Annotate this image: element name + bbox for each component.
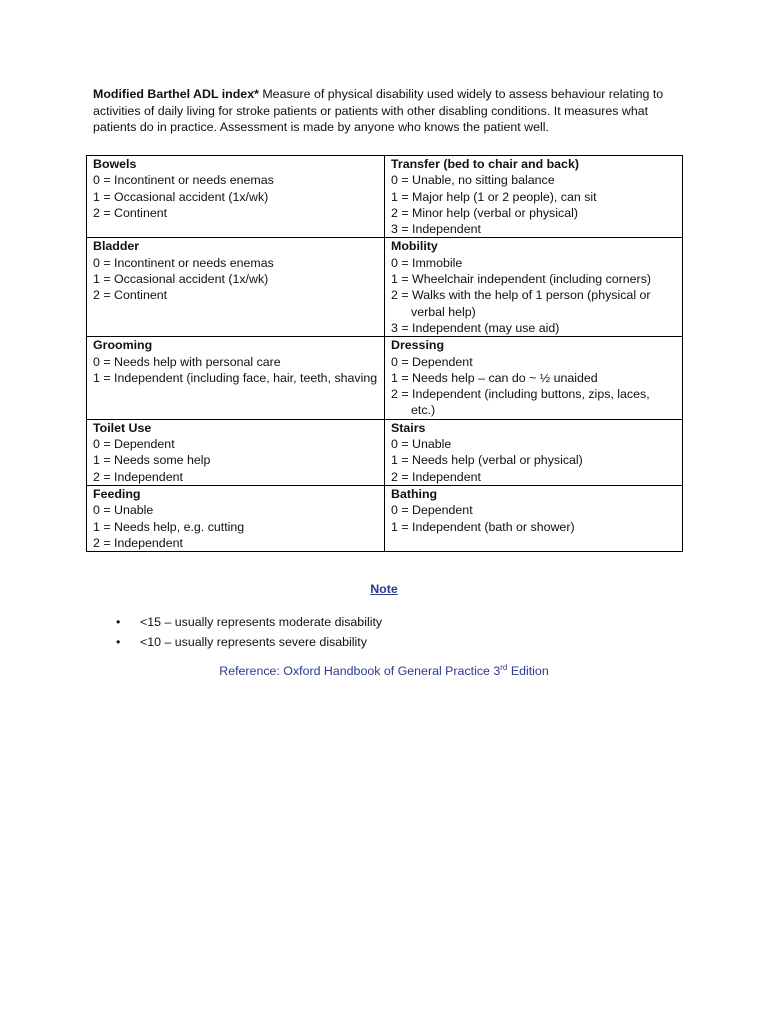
score-option: 2 = Independent bbox=[93, 535, 183, 550]
table-row bbox=[87, 485, 683, 551]
table-body bbox=[87, 156, 683, 552]
score-option: 0 = Dependent bbox=[93, 437, 175, 452]
list-item bbox=[116, 612, 382, 632]
score-option: 0 = Needs help with personal care bbox=[93, 354, 281, 369]
score-option: 1 = Occasional accident (1x/wk) bbox=[93, 189, 269, 204]
item-title: Bathing bbox=[391, 486, 438, 501]
score-option: 0 = Dependent bbox=[391, 354, 473, 369]
index-title: Modified Barthel ADL index* bbox=[93, 87, 259, 101]
score-option: 2 = Continent bbox=[93, 288, 168, 303]
score-option: 2 = Independent bbox=[391, 469, 481, 484]
score-option: 1 = Independent (bath or shower) bbox=[391, 519, 575, 534]
table-row bbox=[87, 337, 683, 419]
table-row bbox=[87, 419, 683, 485]
table-row bbox=[87, 238, 683, 337]
score-option: 1 = Wheelchair independent (including corners) bbox=[391, 272, 652, 287]
score-option: 3 = Independent bbox=[391, 222, 481, 237]
score-option: 1 = Major help (1 or 2 people), can sit bbox=[391, 189, 597, 204]
score-option: 2 = Walks with the help of 1 person (physical or verbal help) bbox=[391, 288, 651, 319]
score-option: 3 = Independent (may use aid) bbox=[391, 320, 560, 335]
table-row bbox=[87, 156, 683, 238]
item-title: Dressing bbox=[391, 338, 445, 353]
bullet-icon: • bbox=[116, 615, 121, 629]
item-title: Bowels bbox=[93, 157, 137, 171]
table-cell-left bbox=[87, 156, 385, 238]
score-option: 2 = Minor help (verbal or physical) bbox=[391, 205, 578, 220]
note-heading: Note bbox=[370, 582, 398, 596]
item-title: Bladder bbox=[93, 239, 140, 254]
item-title: Mobility bbox=[391, 239, 438, 254]
score-option: 2 = Continent bbox=[93, 205, 168, 220]
score-option: 1 = Needs help, e.g. cutting bbox=[93, 519, 245, 534]
score-option: 0 = Incontinent or needs enemas bbox=[93, 173, 274, 188]
score-option: 0 = Immobile bbox=[391, 255, 463, 270]
intro-paragraph bbox=[93, 86, 681, 136]
barthel-index-table bbox=[86, 155, 683, 552]
score-option: 0 = Unable bbox=[391, 437, 452, 452]
table-cell-right bbox=[385, 419, 683, 485]
score-option: 1 = Needs some help bbox=[93, 453, 211, 468]
item-title: Toilet Use bbox=[93, 420, 152, 435]
score-option: 0 = Unable, no sitting balance bbox=[391, 173, 555, 188]
reference-superscript: rd bbox=[500, 663, 508, 672]
note-text: <15 – usually represents moderate disability bbox=[140, 615, 383, 629]
list-item bbox=[116, 632, 382, 652]
table-cell-right bbox=[385, 485, 683, 551]
score-option: 1 = Independent (including face, hair, teeth, shaving bbox=[93, 370, 378, 385]
score-option: 0 = Unable bbox=[93, 503, 154, 518]
item-title: Feeding bbox=[93, 486, 141, 501]
reference-line bbox=[0, 663, 768, 678]
note-text: <10 – usually represents severe disability bbox=[140, 635, 367, 649]
note-list bbox=[116, 612, 382, 652]
score-option: 0 = Dependent bbox=[391, 503, 473, 518]
score-option: 2 = Independent (including buttons, zips, laces, etc.) bbox=[391, 387, 650, 418]
table-cell-right bbox=[385, 337, 683, 419]
score-option: 2 = Independent bbox=[93, 469, 183, 484]
item-title: Transfer (bed to chair and back) bbox=[391, 157, 579, 171]
table-cell-right bbox=[385, 156, 683, 238]
table-cell-left bbox=[87, 337, 385, 419]
table-cell-left bbox=[87, 485, 385, 551]
reference-text: Reference: Oxford Handbook of General Practice 3 bbox=[219, 664, 501, 679]
intro-description: Measure of physical disability used widely to assess behaviour relating to activities of daily living for stroke patients or patients with other disabling conditions. It measures what patients do in practice. Assessment is made by anyone who knows the patient well. bbox=[93, 87, 664, 134]
reference-suffix: Edition bbox=[507, 664, 549, 679]
item-title: Stairs bbox=[391, 420, 426, 435]
table-cell-left bbox=[87, 238, 385, 337]
bullet-icon: • bbox=[116, 635, 121, 649]
item-title: Grooming bbox=[93, 338, 153, 353]
score-option: 1 = Needs help (verbal or physical) bbox=[391, 453, 583, 468]
table-cell-left bbox=[87, 419, 385, 485]
score-option: 1 = Occasional accident (1x/wk) bbox=[93, 272, 269, 287]
score-option: 0 = Incontinent or needs enemas bbox=[93, 255, 274, 270]
table-cell-right bbox=[385, 238, 683, 337]
score-option: 1 = Needs help – can do ~ ½ unaided bbox=[391, 370, 598, 385]
